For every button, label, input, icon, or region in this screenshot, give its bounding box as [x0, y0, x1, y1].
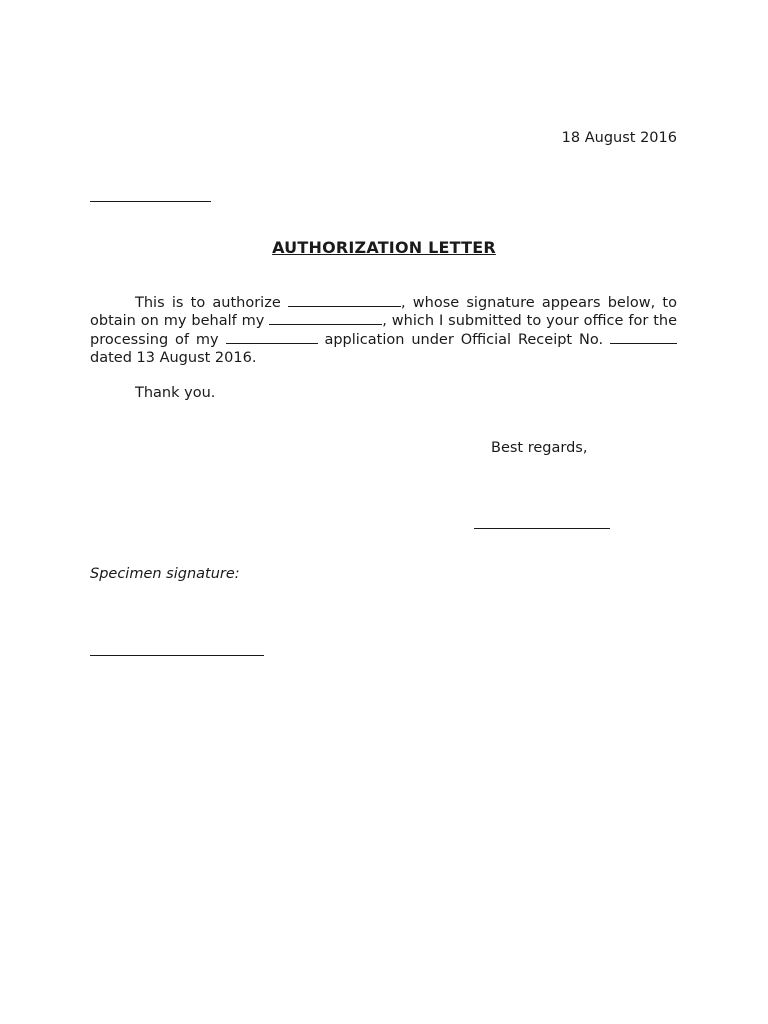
receipt-number-blank [610, 332, 677, 344]
body-text-4: application under Official Receipt No. [317, 331, 610, 348]
letter-date: 18 August 2016 [561, 130, 677, 146]
letter-body-paragraph [90, 294, 677, 367]
body-text-5: dated 13 August 2016. [90, 349, 257, 366]
thanks-text: Thank you. [135, 385, 216, 401]
recipient-blank-line [90, 201, 211, 202]
specimen-signature-line [90, 655, 264, 656]
letter-title: AUTHORIZATION LETTER [272, 238, 496, 257]
body-text-1: This is to authorize [135, 295, 288, 311]
closing-text: Best regards, [491, 440, 588, 456]
document-blank [269, 313, 382, 325]
application-type-blank [226, 332, 318, 344]
specimen-signature-label: Specimen signature: [90, 566, 240, 582]
body-text-2: , whose signature appears below, to obtain on my behalf my [90, 295, 677, 330]
signature-blank-line [474, 528, 610, 529]
body-text-3: , which I submitted to your office for the processing of my [90, 313, 677, 348]
authorized-person-blank [288, 295, 401, 307]
